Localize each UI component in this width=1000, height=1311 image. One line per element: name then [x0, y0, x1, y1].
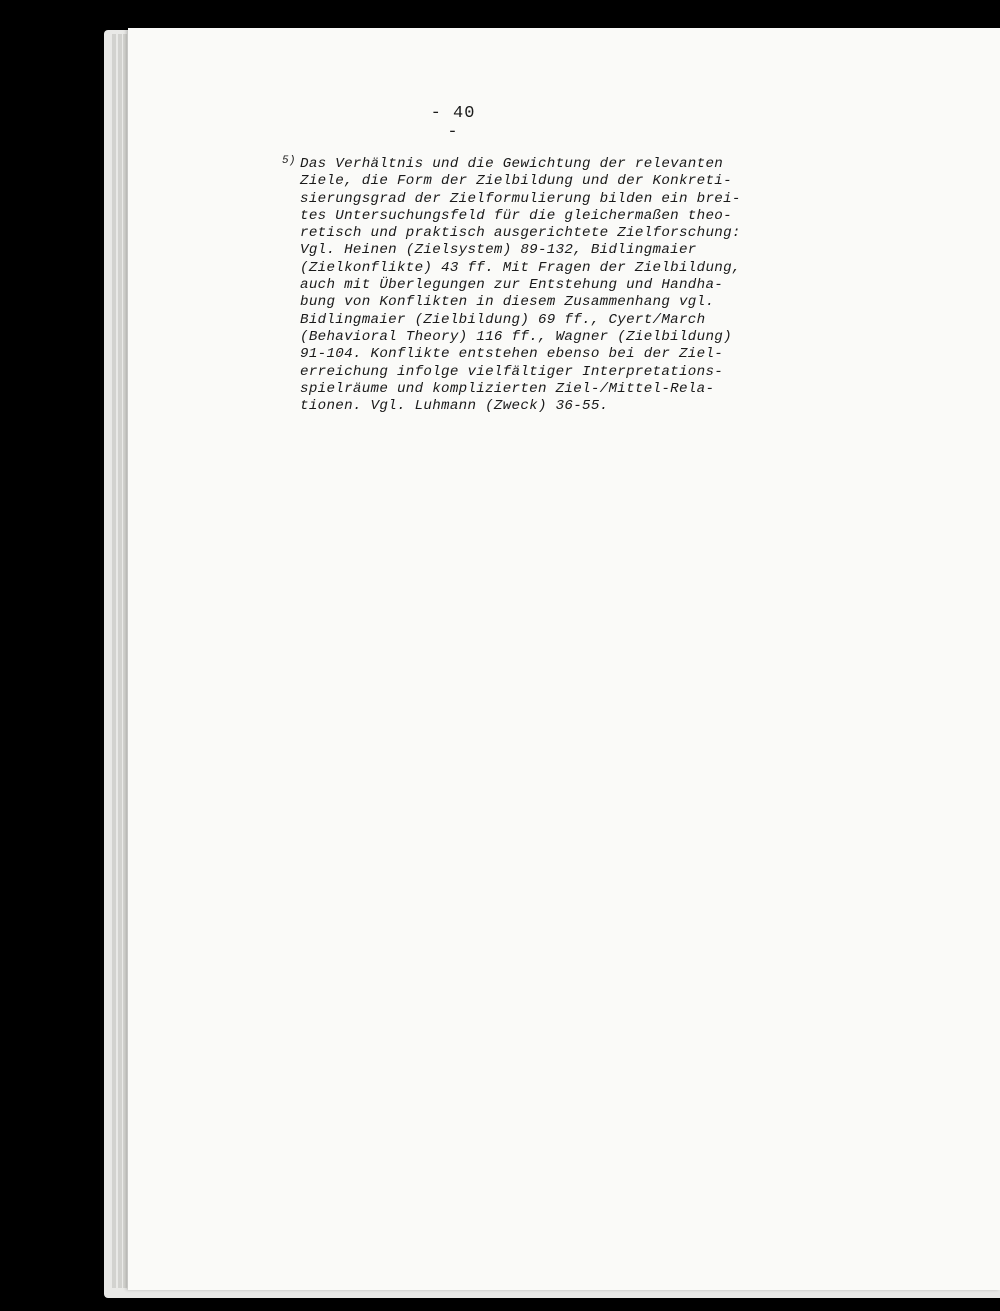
page-number: - 40 - [430, 104, 476, 142]
footnote-line: (Behavioral Theory) 116 ff., Wagner (Zielbildung) [300, 328, 732, 345]
footnote-marker: 5) [282, 155, 296, 167]
footnote-line: sierungsgrad der Zielformulierung bilden ein brei- [300, 190, 741, 207]
footnote [282, 156, 822, 415]
footnote-line: erreichung infolge vielfältiger Interpretations- [300, 363, 724, 380]
page-edge [112, 34, 116, 1288]
footnote-line: retisch und praktisch ausgerichtete Zielforschung: [300, 225, 741, 242]
footnote-line: Bidlingmaier (Zielbildung) 69 ff., Cyert/March [300, 311, 706, 328]
page-edge [123, 34, 127, 1288]
footnote-line: Ziele, die Form der Zielbildung und der Konkreti- [300, 173, 732, 190]
footnote-line: tionen. Vgl. Luhmann (Zweck) 36-55. [300, 398, 609, 415]
page-edge [118, 34, 122, 1288]
footnote-line: 91-104. Konflikte entstehen ebenso bei der Ziel- [300, 346, 724, 363]
footnote-line: (Zielkonflikte) 43 ff. Mit Fragen der Zielbildung, [300, 259, 741, 276]
footnote-line: Vgl. Heinen (Zielsystem) 89-132, Bidlingmaier [300, 242, 697, 259]
footnote-line: bung von Konflikten in diesem Zusammenhang vgl. [300, 294, 715, 311]
footnote-line: tes Untersuchungsfeld für die gleichermaßen theo- [300, 207, 732, 224]
footnote-line: Das Verhältnis und die Gewichtung der relevanten [300, 156, 724, 172]
footnote-line: spielräume und komplizierten Ziel-/Mittel-Rela- [300, 380, 715, 397]
footnote-line: auch mit Überlegungen zur Entstehung und Handha- [300, 277, 724, 294]
